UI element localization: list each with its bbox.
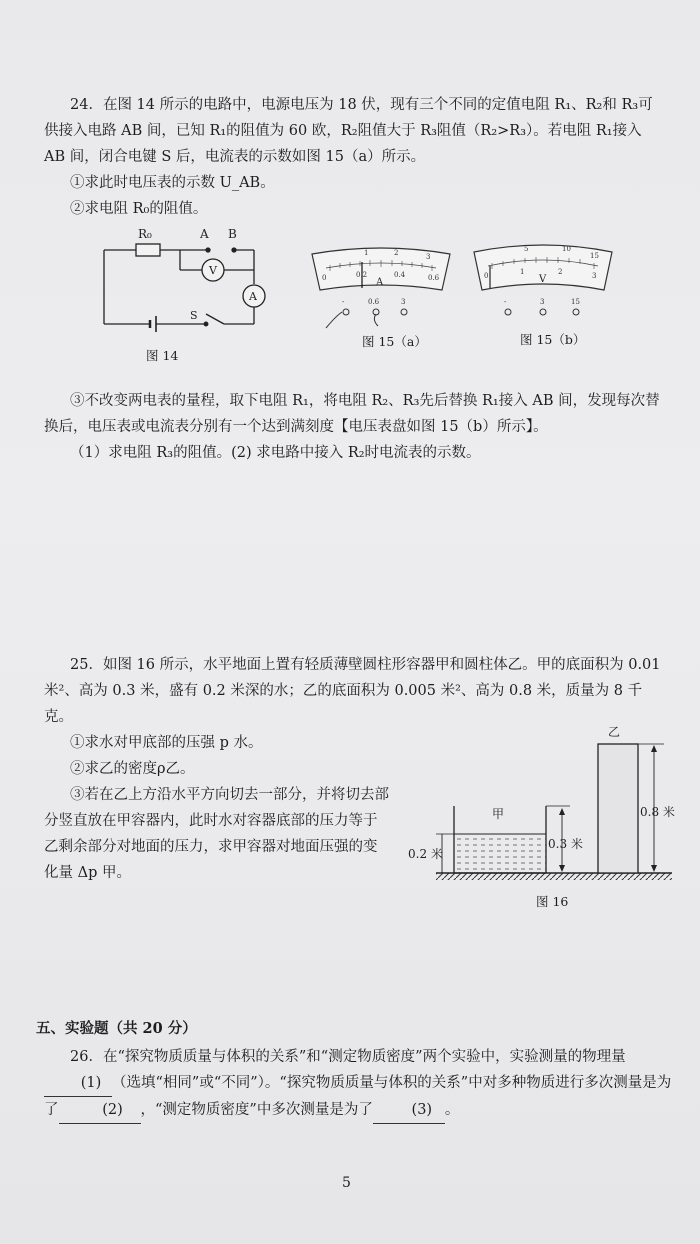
q25-part3: ③若在乙上方沿水平方向切去一部分，并将切去部分竖直放在甲容器内，此时水对容器底部的压力等于乙剩余部分对地面的压力，求甲容器对地面压强的变化量 Δp 甲。 bbox=[44, 787, 389, 881]
answer-blank-3[interactable]: (3) bbox=[373, 1097, 445, 1124]
v-terminal-neg: - bbox=[504, 298, 507, 306]
figure-14-circuit bbox=[96, 222, 276, 332]
v-scale-bottom-0: 0 bbox=[484, 272, 489, 280]
label-switch: S bbox=[190, 309, 198, 322]
figure-14-caption: 图 14 bbox=[146, 348, 179, 363]
dim-container-label: 0.3 米 bbox=[548, 837, 583, 851]
question-25-parts bbox=[44, 730, 389, 886]
terminal-06: 0.6 bbox=[368, 298, 380, 306]
section-5-title: 五、实验题（共 20 分） bbox=[36, 1020, 197, 1037]
label-b: B bbox=[228, 227, 237, 241]
figure-15a-ammeter bbox=[306, 240, 456, 335]
ground-hatch bbox=[436, 873, 672, 880]
v-scale-bottom-2: 2 bbox=[558, 268, 563, 276]
q26-text-1: 26．在“探究物质质量与体积的关系”和“测定物质密度”两个实验中，实验测量的物理量 bbox=[70, 1049, 626, 1065]
q26-text-4: 。 bbox=[444, 1102, 460, 1118]
scale-bottom-3: 0.6 bbox=[428, 274, 440, 282]
figure-16-caption: 图 16 bbox=[536, 894, 569, 909]
label-a: A bbox=[200, 227, 209, 241]
q24-intro: 24．在图 14 所示的电路中，电源电压为 18 伏，现有三个不同的定值电阻 R₁、R₂和 R₃可供接入电路 AB 间，已知 R₁的阻值为 60 欧，R₂阻值大于 R₃阻值（R₂>R₃）。若电阻 R₁接入 AB 间，闭合电键 S 后，电流表的示数如图 15（a）所示。 bbox=[44, 97, 653, 165]
v-terminal-3: 3 bbox=[540, 298, 545, 306]
label-yi: 乙 bbox=[608, 725, 621, 739]
v-scale-bottom-3: 3 bbox=[592, 272, 597, 280]
resistor-r0 bbox=[136, 244, 160, 256]
q24-part2: ②求电阻 R₀的阻值。 bbox=[70, 201, 208, 217]
q24-part3-questions: （1）求电阻 R₃的阻值。(2) 求电路中接入 R₂时电流表的示数。 bbox=[70, 445, 481, 461]
scale-bottom-0: 0 bbox=[322, 274, 327, 282]
v-scale-bottom-1: 1 bbox=[520, 268, 525, 276]
scale-bottom-2: 0.4 bbox=[394, 271, 406, 279]
terminal-neg: - bbox=[342, 298, 345, 306]
question-25 bbox=[44, 652, 664, 730]
label-voltmeter: V bbox=[209, 264, 217, 277]
page-number: 5 bbox=[342, 1175, 351, 1191]
answer-blank-1[interactable]: (1) bbox=[44, 1070, 112, 1097]
label-jia: 甲 bbox=[492, 807, 505, 821]
q26-text-3: ，“测定物质密度”中多次测量是为了 bbox=[140, 1102, 373, 1118]
q24-part3: ③不改变两电表的量程，取下电阻 R₁，将电阻 R₂、R₃先后替换 R₁接入 AB 间，发现每次替换后，电压表或电流表分别有一个达到满刻度【电压表盘如图 15（b）所示】。 bbox=[44, 393, 660, 435]
cylinder-yi bbox=[598, 744, 638, 873]
question-26 bbox=[44, 1044, 676, 1124]
figure-15a-caption: 图 15（a） bbox=[362, 334, 427, 349]
question-24-part3 bbox=[44, 388, 664, 466]
label-ammeter: A bbox=[249, 290, 257, 303]
water-fill bbox=[454, 834, 546, 873]
label-r0: R₀ bbox=[138, 227, 152, 241]
v-scale-top-10: 10 bbox=[562, 245, 571, 253]
v-scale-top-15: 15 bbox=[590, 252, 599, 260]
question-24 bbox=[44, 92, 664, 222]
scale-bottom-1: 0.2 bbox=[356, 271, 368, 279]
q25-part1: ①求水对甲底部的压强 p 水。 bbox=[70, 735, 263, 751]
q26-text-2: （选填“相同”或“不同”）。“探究物质质量与体积的关系”中对多种物质进行多次测量是为了 bbox=[44, 1075, 672, 1118]
scale-top-2: 2 bbox=[394, 249, 399, 257]
dim-water-label: 0.2 米 bbox=[408, 847, 443, 861]
figure-15b-caption: 图 15（b） bbox=[520, 332, 586, 347]
figure-15b-voltmeter bbox=[468, 236, 618, 331]
scale-top-1: 1 bbox=[364, 249, 369, 257]
answer-blank-2[interactable]: (2) bbox=[59, 1097, 141, 1124]
q25-intro: 25．如图 16 所示，水平地面上置有轻质薄壁圆柱形容器甲和圆柱体乙。甲的底面积为 0.01 米²、高为 0.3 米，盛有 0.2 米深的水；乙的底面积为 0.005 米²、高为 0.8 米，质量为 8 千克。 bbox=[44, 657, 661, 725]
q25-part2: ②求乙的密度ρ乙。 bbox=[70, 761, 195, 777]
figure-16 bbox=[408, 722, 678, 888]
terminal-3: 3 bbox=[401, 298, 406, 306]
scale-top-3: 3 bbox=[426, 253, 431, 261]
meter-letter-v: V bbox=[539, 274, 547, 285]
q24-part1: ①求此时电压表的示数 U_AB。 bbox=[70, 175, 275, 191]
v-terminal-15: 15 bbox=[571, 298, 580, 306]
v-scale-top-5: 5 bbox=[524, 245, 529, 253]
dim-cylinder-label: 0.8 米 bbox=[640, 805, 675, 819]
meter-letter-a: A bbox=[376, 277, 384, 288]
